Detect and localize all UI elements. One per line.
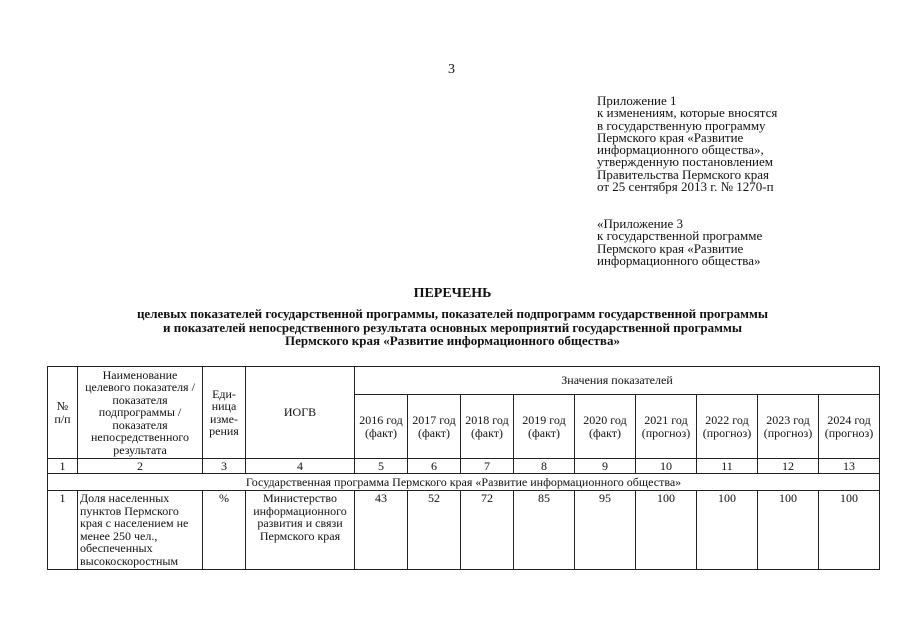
header-year: 2018 год (факт) [461,395,514,459]
header-year: 2019 год (факт) [514,395,575,459]
value-cell: 52 [408,491,461,570]
page-number: 3 [448,62,455,77]
column-number: 10 [636,459,697,474]
column-number: 11 [697,459,758,474]
value-cell: 100 [819,491,880,570]
header-year: 2023 год (прогноз) [758,395,819,459]
column-number: 13 [819,459,880,474]
header-year: 2022 год (прогноз) [697,395,758,459]
header-values-group: Значения показателей [355,367,880,395]
value-cell: 72 [461,491,514,570]
header-number: № п/п [48,367,78,459]
indicator-name: Доля населенных пунктов Пермского края с населением не менее 250 чел., обеспеченных высокоскоростным [78,491,203,570]
column-number: 12 [758,459,819,474]
header-year: 2020 год (факт) [575,395,636,459]
table-row [48,491,880,570]
section-row [48,474,880,491]
header-unit: Еди- ница изме- рения [203,367,246,459]
value-cell: 100 [697,491,758,570]
unit-cell: % [203,491,246,570]
column-numbers-row [48,459,880,474]
section-title: Государственная программа Пермского края «Развитие информационного общества» [48,474,880,491]
column-number: 9 [575,459,636,474]
header-year: 2017 год (факт) [408,395,461,459]
header-year: 2024 год (прогноз) [819,395,880,459]
column-number: 4 [246,459,355,474]
value-cell: 43 [355,491,408,570]
row-number: 1 [48,491,78,570]
appendix-3-note: «Приложение 3 к государственной программе Пермского края «Развитие информационного общества» [597,216,763,268]
value-cell: 85 [514,491,575,570]
indicators-table [47,366,880,570]
column-number: 8 [514,459,575,474]
value-cell: 95 [575,491,636,570]
column-number: 3 [203,459,246,474]
document-title: ПЕРЕЧЕНЬ [413,286,492,301]
value-cell: 100 [636,491,697,570]
header-year: 2021 год (прогноз) [636,395,697,459]
header-iogv: ИОГВ [246,367,355,459]
column-number: 7 [461,459,514,474]
header-indicator-name: Наименование целевого показателя / показателя подпрограммы / показателя непосредственного результата [78,367,203,459]
column-number: 1 [48,459,78,474]
appendix-1-note: Приложение 1 к изменениям, которые вносятся в государственную программу Пермского края «Развитие информационного общества», утвержденную постановлением Правительства Пермского края от 25 сентября 2013 г. № 1270-п [597,93,778,195]
column-number: 6 [408,459,461,474]
iogv-cell: Министерство информационного развития и связи Пермского края [246,491,355,570]
column-number: 2 [78,459,203,474]
document-subtitle: целевых показателей государственной программы, показателей подпрограмм государственной программы и показателей непосредственного результата основных мероприятий государственной программы Пермского края «Развитие информационного общества» [136,306,769,348]
column-number: 5 [355,459,408,474]
value-cell: 100 [758,491,819,570]
header-year: 2016 год (факт) [355,395,408,459]
